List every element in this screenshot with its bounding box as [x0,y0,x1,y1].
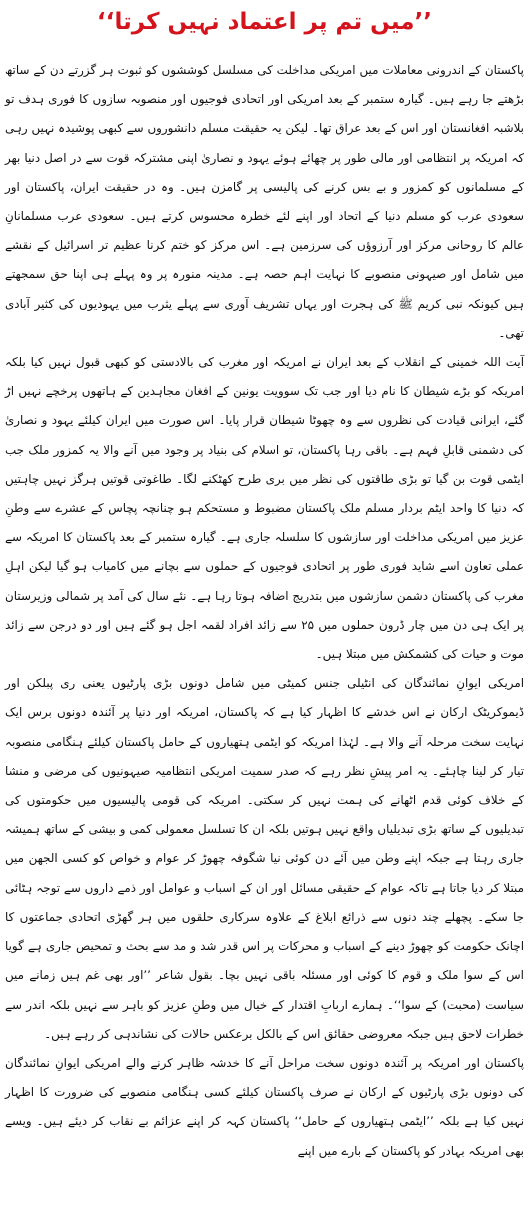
paragraph: امریکی ایوانِ نمائندگان کی انٹیلی جنس کمیٹی میں شامل دونوں بڑی پارٹیوں یعنی ری پبلکن اور ڈیموکریٹک ارکان نے اس خدشے کا اظہار کیا ہے کہ پاکستان، امریکہ اور دنیا پر آئندہ دونوں برس ایک نہایت سخت مرحلہ آنے والا ہے۔ لہٰذا امریکہ کو ایٹمی ہتھیاروں کے حامل پاکستان کیلئے ہنگامی منصوبہ تیار کر لینا چاہئے۔ یہ امر پیشِ نظر رہے کہ صدر سمیت امریکی انتظامیہ صیہونیوں کی مرضی و منشا کے خلاف کوئی قدم اٹھانے کی ہمت نہیں کر سکتی۔ امریکہ کی قومی پالیسیوں میں حکومتوں کی تبدیلیوں کے ساتھ بڑی تبدیلیاں واقع نہیں ہوتیں بلکہ ان کا تسلسل معمولی کمی و بیشی کے ساتھ ہمیشہ جاری رہتا ہے جبکہ اپنے وطن میں آئے دن کوئی نیا شگوفہ چھوڑ کر عوام و خواص کو کسی الجھن میں مبتلا کر دیا جاتا ہے تاکہ عوام کے حقیقی مسائل اور ان کے اسباب و عوامل اور ذمے داروں سے توجہ ہٹائی جا سکے۔ پچھلے چند دنوں سے ذرائع ابلاغ کے علاوہ سرکاری حلقوں میں ہر گھڑی اتحادی جماعتوں کا اچانک حکومت کو چھوڑ دینے کے اسباب و محرکات پر اس قدر شد و مد سے بحث و تمحیص جاری ہے گویا اس کے سوا ملک و قوم کا کوئی اور مسئلہ باقی نہیں بچا۔ بقول شاعر ’’اور بھی غم ہیں زمانے میں سیاست (محبت) کے سوا‘‘۔ ہمارے اربابِ اقتدار کے خیال میں وطنِ عزیز کو باہر سے نہیں بلکہ اندر سے خطرات لاحق ہیں جبکہ معروضی حقائق اس کے بالکل برعکس حالات کی نشاندہی کر رہے ہیں۔ [5,676,524,1041]
article-title: ’’میں تم پر اعتماد نہیں کرتا‘‘ [97,9,432,35]
paragraph: پاکستان اور امریکہ پر آئندہ دونوں سخت مراحل آنے کا خدشہ ظاہر کرنے والے امریکی ایوانِ نمائندگان کی دونوں بڑی پارٹیوں کے ارکان نے صرف پاکستان کیلئے کسی ہنگامی منصوبے کی ضرورت کا اظہار نہیں کیا ہے بلکہ ’’ایٹمی ہتھیاروں کے حامل‘‘ پاکستان کہہ کر اپنے عزائم بے نقاب کر دیئے ہیں۔ ویسے بھی امریکہ بہادر کو پاکستان کے بارے میں اپنے [5,1055,524,1158]
article-body [5,56,524,1166]
paragraph: پاکستان کے اندرونی معاملات میں امریکی مداخلت کی مسلسل کوششوں کو ثبوت ہر گزرتے دن کے ساتھ بڑھتے جا رہے ہیں۔ گیارہ ستمبر کے بعد امریکی اور اتحادی فوجیوں اور منصوبہ سازوں کا فوری ہدف تو بلاشبہ افغانستان اور اس کے بعد عراق تھا۔ لیکن یہ حقیقت مسلم دانشوروں سے کبھی پوشیدہ نہیں رہی کہ امریکہ پر انتظامی اور مالی طور پر چھائے ہوئے یہود و نصاریٰ اپنی مشترکہ قوت سے در اصل دنیا بھر کے مسلمانوں کو کمزور و بے بس کرنے کی پالیسی پر گامزن ہیں۔ وہ در حقیقت ایران، پاکستان اور سعودی عرب کو مسلم دنیا کے اتحاد اور اپنے لئے خطرہ محسوس کرتے ہیں۔ سعودی عرب مسلمانانِ عالم کا روحانی مرکز اور آرزوؤں کی سرزمین ہے۔ اس مرکز کو ختم کرنا عظیم تر اسرائیل کے نقشے میں شامل اور صیہونی منصوبے کا نہایت اہم حصہ ہے۔ مدینہ منورہ پر وہ پہلے ہی اپنا حق سمجھتے ہیں کیونکہ نبی کریم ﷺ کی ہجرت اور یہاں تشریف آوری سے پہلے یثرب میں یہودیوں کی کثیر آبادی تھی۔ [5,63,524,340]
paragraph: آیت اللہ خمینی کے انقلاب کے بعد ایران نے امریکہ اور مغرب کی بالادستی کو کبھی قبول نہیں کیا بلکہ امریکہ کو بڑے شیطان کا نام دیا اور جب تک سوویت یونین کے افغان مجاہدین کے ہاتھوں پرخچے نہیں اڑ گئے، ایرانی قیادت کی نظروں سے وہ چھوٹا شیطان قرار پایا۔ اس صورت میں ایران کیلئے یہود و نصاریٰ کی دشمنی قابلِ فہم ہے۔ باقی رہا پاکستان، تو اسلام کی بنیاد پر وجود میں آنے والا یہ کمزور ملک جب ایٹمی قوت بن گیا تو بڑی طاقتوں کی نظر میں بری طرح کھٹکنے لگا۔ طاغوتی قوتیں ہرگز نہیں چاہتیں کہ دنیا کا واحد ایٹم بردار مسلم ملک پاکستان مضبوط و مستحکم ہو چنانچہ پچاس کے عشرے سے وطنِ عزیز میں امریکی مداخلت اور سازشوں کا سلسلہ جاری ہے۔ گیارہ ستمبر کے بعد پاکستان کا امریکہ سے عملی تعاون اسے شاید فوری طور پر اتحادی فوجیوں کے حملوں سے بچانے میں کامیاب ہو گیا لیکن اہلِ مغرب کی پاکستان دشمن سازشوں میں بتدریج اضافہ ہوتا رہا ہے۔ نئے سال کی آمد پر شمالی وزیرستان پر ایک ہی دن میں چار ڈرون حملوں میں ۲۵ سے زائد افراد لقمہ اجل ہو گئے ہیں اور دو درجن سے زائد موت و حیات کی کشمکش میں مبتلا ہیں۔ [5,355,524,662]
